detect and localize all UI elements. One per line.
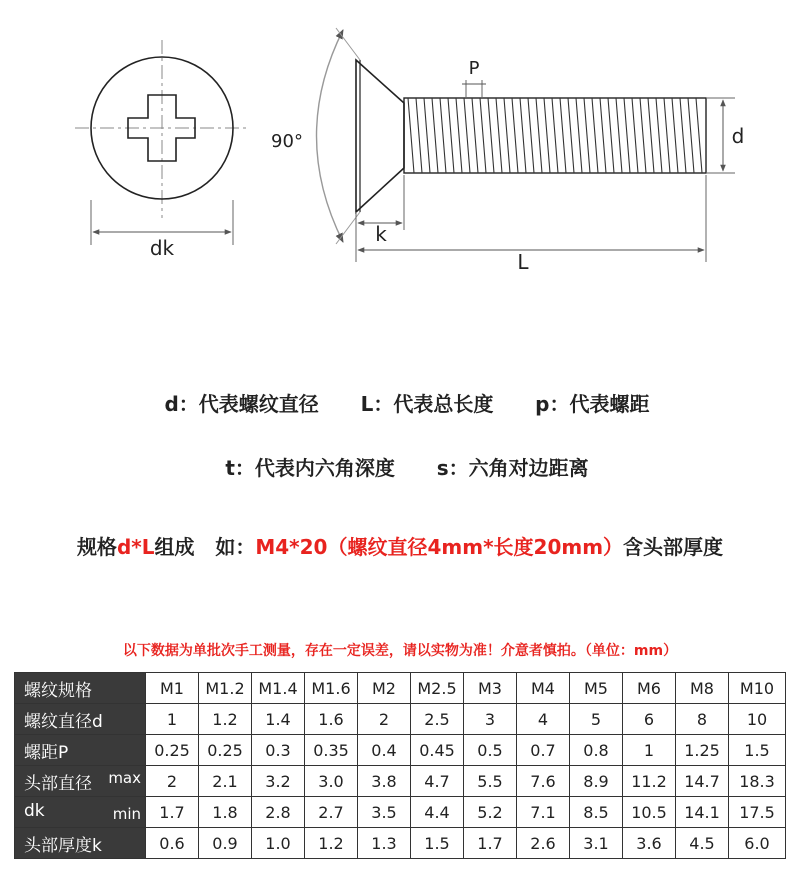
row-label-sub: min <box>112 805 141 823</box>
size-cell: M1.6 <box>305 673 358 704</box>
value-cell: 3.2 <box>252 766 305 797</box>
value-cell: 2 <box>358 704 411 735</box>
row-label <box>15 766 146 797</box>
value-cell: 1.5 <box>411 828 464 859</box>
value-cell: 3.6 <box>623 828 676 859</box>
table-row <box>15 735 786 766</box>
value-cell: 2.8 <box>252 797 305 828</box>
size-cell: M3 <box>464 673 517 704</box>
row-label-sub: max <box>108 768 141 787</box>
size-cell: M6 <box>623 673 676 704</box>
value-cell: 8 <box>676 704 729 735</box>
value-cell: 4.4 <box>411 797 464 828</box>
size-cell: M5 <box>570 673 623 704</box>
screw-drawing <box>0 0 800 300</box>
label-dk: dk <box>149 236 175 260</box>
table-row <box>15 766 786 797</box>
label-d: d <box>731 124 745 148</box>
spec-example-line <box>0 531 800 560</box>
thread-line <box>432 98 438 173</box>
value-cell: 5 <box>570 704 623 735</box>
head-top-view <box>75 40 250 245</box>
value-cell: 2.1 <box>199 766 252 797</box>
spec-suffix: 含头部厚度 <box>623 535 724 559</box>
thread-line <box>448 98 454 173</box>
row-label <box>15 735 146 766</box>
size-cell: M4 <box>517 673 570 704</box>
value-cell: 1.7 <box>464 828 517 859</box>
value-cell: 1 <box>146 704 199 735</box>
value-cell: 14.7 <box>676 766 729 797</box>
table-row <box>15 828 786 859</box>
spec-table <box>14 672 786 859</box>
row-label <box>15 797 146 828</box>
table-row <box>15 797 786 828</box>
thread-line <box>648 98 654 173</box>
value-cell: 3.8 <box>358 766 411 797</box>
row-label: 螺纹规格 <box>15 673 146 704</box>
value-cell: 1.7 <box>146 797 199 828</box>
label-k: k <box>375 222 387 246</box>
thread-line <box>608 98 614 173</box>
value-cell: 3.5 <box>358 797 411 828</box>
value-cell: 5.2 <box>464 797 517 828</box>
thread-line <box>552 98 558 173</box>
thread-line <box>488 98 494 173</box>
value-cell: 1.2 <box>199 704 252 735</box>
value-cell: 7.1 <box>517 797 570 828</box>
legend-t: t：代表内六角深度 <box>225 456 395 480</box>
value-cell: 0.3 <box>252 735 305 766</box>
value-cell: 1 <box>623 735 676 766</box>
thread-line <box>632 98 638 173</box>
table-header-row <box>15 673 786 704</box>
size-cell: M1.2 <box>199 673 252 704</box>
legend-s: s：六角对边距离 <box>436 456 589 480</box>
thread-line <box>456 98 462 173</box>
value-cell: 1.25 <box>676 735 729 766</box>
thread-line <box>528 98 534 173</box>
value-cell: 1.2 <box>305 828 358 859</box>
thread-line <box>592 98 598 173</box>
legend-L: L：代表总长度 <box>360 392 494 416</box>
value-cell: 7.6 <box>517 766 570 797</box>
value-cell: 0.35 <box>305 735 358 766</box>
legend-line-2 <box>0 428 800 481</box>
value-cell: 17.5 <box>729 797 786 828</box>
row-label-text: 头部厚度k <box>24 835 102 856</box>
value-cell: 1.8 <box>199 797 252 828</box>
thread-line <box>624 98 630 173</box>
value-cell: 10.5 <box>623 797 676 828</box>
value-cell: 0.7 <box>517 735 570 766</box>
thread-line <box>504 98 510 173</box>
value-cell: 1.6 <box>305 704 358 735</box>
label-angle: 90° <box>271 131 303 152</box>
thread-line <box>512 98 518 173</box>
value-cell: 0.4 <box>358 735 411 766</box>
thread-line <box>584 98 590 173</box>
value-cell: 1.4 <box>252 704 305 735</box>
label-L: L <box>517 250 529 274</box>
value-cell: 4.7 <box>411 766 464 797</box>
thread-line <box>576 98 582 173</box>
thread-line <box>568 98 574 173</box>
thread-line <box>696 98 702 173</box>
row-label-text: 头部直径 <box>24 773 92 794</box>
value-cell: 0.25 <box>146 735 199 766</box>
row-label-text: 螺纹直径d <box>24 711 103 732</box>
value-cell: 4 <box>517 704 570 735</box>
value-cell: 3 <box>464 704 517 735</box>
legend-d: d：代表螺纹直径 <box>164 392 319 416</box>
legend-p: p：代表螺距 <box>535 392 650 416</box>
thread-line <box>640 98 646 173</box>
thread-line <box>536 98 542 173</box>
thread-line <box>600 98 606 173</box>
thread-line <box>680 98 686 173</box>
thread-line <box>424 98 430 173</box>
value-cell: 1.5 <box>729 735 786 766</box>
row-label <box>15 704 146 735</box>
label-P: P <box>468 58 480 79</box>
value-cell: 2.7 <box>305 797 358 828</box>
value-cell: 6 <box>623 704 676 735</box>
thread-line <box>656 98 662 173</box>
size-cell: M2 <box>358 673 411 704</box>
size-cell: M8 <box>676 673 729 704</box>
value-cell: 0.6 <box>146 828 199 859</box>
spec-formula: d*L <box>116 535 155 559</box>
size-cell: M1.4 <box>252 673 305 704</box>
value-cell: 14.1 <box>676 797 729 828</box>
thread-line <box>544 98 550 173</box>
thread-line <box>664 98 670 173</box>
value-cell: 2 <box>146 766 199 797</box>
value-cell: 6.0 <box>729 828 786 859</box>
value-cell: 0.5 <box>464 735 517 766</box>
value-cell: 0.45 <box>411 735 464 766</box>
thread-line <box>688 98 694 173</box>
row-label-text: 螺距P <box>24 742 69 763</box>
value-cell: 5.5 <box>464 766 517 797</box>
value-cell: 2.6 <box>517 828 570 859</box>
thread-line <box>416 98 422 173</box>
value-cell: 18.3 <box>729 766 786 797</box>
value-cell: 8.5 <box>570 797 623 828</box>
value-cell: 0.9 <box>199 828 252 859</box>
legend-line-1 <box>0 364 800 417</box>
value-cell: 0.25 <box>199 735 252 766</box>
thread-line <box>496 98 502 173</box>
table-row <box>15 704 786 735</box>
row-label <box>15 828 146 859</box>
value-cell: 2.5 <box>411 704 464 735</box>
thread-line <box>464 98 470 173</box>
value-cell: 1.3 <box>358 828 411 859</box>
value-cell: 10 <box>729 704 786 735</box>
thread-line <box>520 98 526 173</box>
value-cell: 11.2 <box>623 766 676 797</box>
value-cell: 4.5 <box>676 828 729 859</box>
thread-line <box>440 98 446 173</box>
value-cell: 1.0 <box>252 828 305 859</box>
thread-line <box>560 98 566 173</box>
value-cell: 8.9 <box>570 766 623 797</box>
spec-middle: 组成 如： <box>154 535 256 559</box>
measurement-note: 以下数据为单批次手工测量，存在一定误差，请以实物为准！介意者慎拍。（单位：mm） <box>122 643 678 659</box>
thread-line <box>408 98 414 173</box>
value-cell: 0.8 <box>570 735 623 766</box>
spec-prefix: 规格 <box>76 535 117 559</box>
size-cell: M10 <box>729 673 786 704</box>
thread-line <box>616 98 622 173</box>
value-cell: 3.0 <box>305 766 358 797</box>
thread-line <box>472 98 478 173</box>
spec-example: M4*20（螺纹直径4mm*长度20mm） <box>255 535 624 559</box>
thread-line <box>480 98 486 173</box>
size-cell: M1 <box>146 673 199 704</box>
size-cell: M2.5 <box>411 673 464 704</box>
row-label-text: dk <box>24 801 45 821</box>
thread-line <box>672 98 678 173</box>
value-cell: 3.1 <box>570 828 623 859</box>
